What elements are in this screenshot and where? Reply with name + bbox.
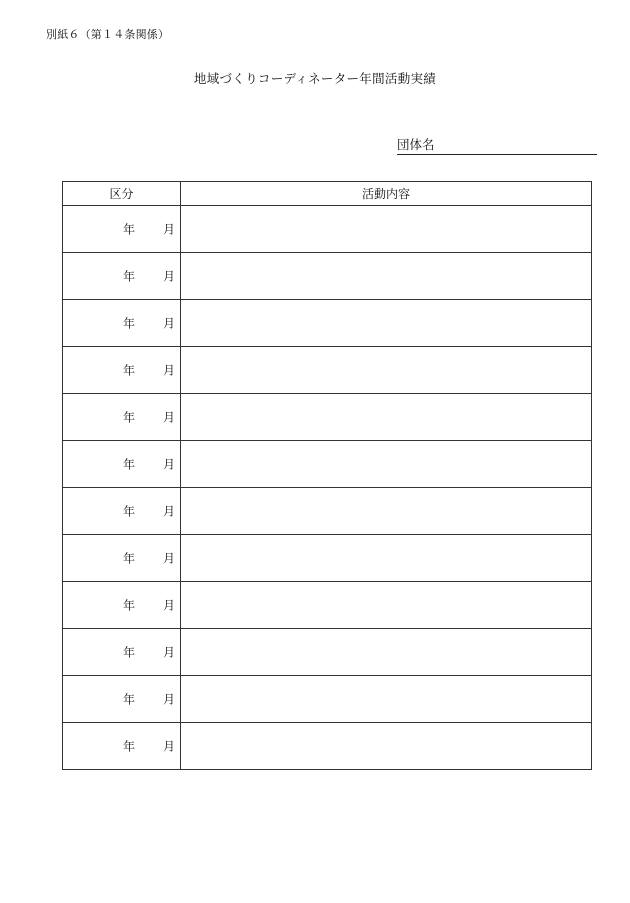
header-period: 区分 bbox=[63, 182, 181, 206]
month-label: 月 bbox=[163, 316, 176, 331]
month-label: 月 bbox=[163, 410, 176, 425]
month-label: 月 bbox=[163, 645, 176, 660]
month-label: 月 bbox=[163, 692, 176, 707]
table-row bbox=[63, 488, 592, 535]
month-label: 月 bbox=[163, 598, 176, 613]
month-label: 月 bbox=[163, 457, 176, 472]
period-cell[interactable] bbox=[63, 676, 181, 723]
month-label: 月 bbox=[163, 269, 176, 284]
table-row bbox=[63, 206, 592, 253]
month-label: 月 bbox=[163, 504, 176, 519]
period-cell[interactable] bbox=[63, 582, 181, 629]
period-cell[interactable] bbox=[63, 347, 181, 394]
year-label: 年 bbox=[123, 551, 136, 566]
activity-content-cell[interactable] bbox=[181, 535, 592, 582]
month-label: 月 bbox=[163, 551, 176, 566]
year-label: 年 bbox=[123, 645, 136, 660]
activity-content-cell[interactable] bbox=[181, 441, 592, 488]
activity-content-cell[interactable] bbox=[181, 300, 592, 347]
table-row bbox=[63, 253, 592, 300]
activity-content-cell[interactable] bbox=[181, 723, 592, 770]
activity-content-cell[interactable] bbox=[181, 488, 592, 535]
table-row bbox=[63, 723, 592, 770]
header-activity-content: 活動内容 bbox=[181, 182, 592, 206]
period-cell[interactable] bbox=[63, 253, 181, 300]
year-label: 年 bbox=[123, 598, 136, 613]
year-label: 年 bbox=[123, 504, 136, 519]
activity-content-cell[interactable] bbox=[181, 629, 592, 676]
table-row bbox=[63, 535, 592, 582]
activity-table bbox=[62, 181, 592, 770]
month-label: 月 bbox=[163, 363, 176, 378]
year-label: 年 bbox=[123, 739, 136, 754]
table-header-row bbox=[63, 182, 592, 206]
form-reference: 別紙６（第１４条関係） bbox=[46, 28, 170, 41]
period-cell[interactable] bbox=[63, 206, 181, 253]
year-label: 年 bbox=[123, 316, 136, 331]
activity-content-cell[interactable] bbox=[181, 253, 592, 300]
table-row bbox=[63, 347, 592, 394]
activity-content-cell[interactable] bbox=[181, 347, 592, 394]
table-row bbox=[63, 582, 592, 629]
year-label: 年 bbox=[123, 410, 136, 425]
activity-content-cell[interactable] bbox=[181, 206, 592, 253]
document-title: 地域づくりコーディネーター年間活動実績 bbox=[193, 71, 437, 86]
table-row bbox=[63, 441, 592, 488]
table-row bbox=[63, 394, 592, 441]
period-cell[interactable] bbox=[63, 723, 181, 770]
table-row bbox=[63, 629, 592, 676]
activity-content-cell[interactable] bbox=[181, 394, 592, 441]
year-label: 年 bbox=[123, 363, 136, 378]
period-cell[interactable] bbox=[63, 300, 181, 347]
period-cell[interactable] bbox=[63, 394, 181, 441]
period-cell[interactable] bbox=[63, 441, 181, 488]
table-row bbox=[63, 300, 592, 347]
organization-name-label: 団体名 bbox=[397, 137, 435, 152]
table-body bbox=[63, 206, 592, 770]
year-label: 年 bbox=[123, 457, 136, 472]
month-label: 月 bbox=[163, 739, 176, 754]
year-label: 年 bbox=[123, 692, 136, 707]
organization-name-field[interactable] bbox=[397, 138, 597, 155]
table-row bbox=[63, 676, 592, 723]
period-cell[interactable] bbox=[63, 488, 181, 535]
activity-content-cell[interactable] bbox=[181, 676, 592, 723]
activity-content-cell[interactable] bbox=[181, 582, 592, 629]
period-cell[interactable] bbox=[63, 629, 181, 676]
month-label: 月 bbox=[163, 222, 176, 237]
year-label: 年 bbox=[123, 222, 136, 237]
year-label: 年 bbox=[123, 269, 136, 284]
period-cell[interactable] bbox=[63, 535, 181, 582]
